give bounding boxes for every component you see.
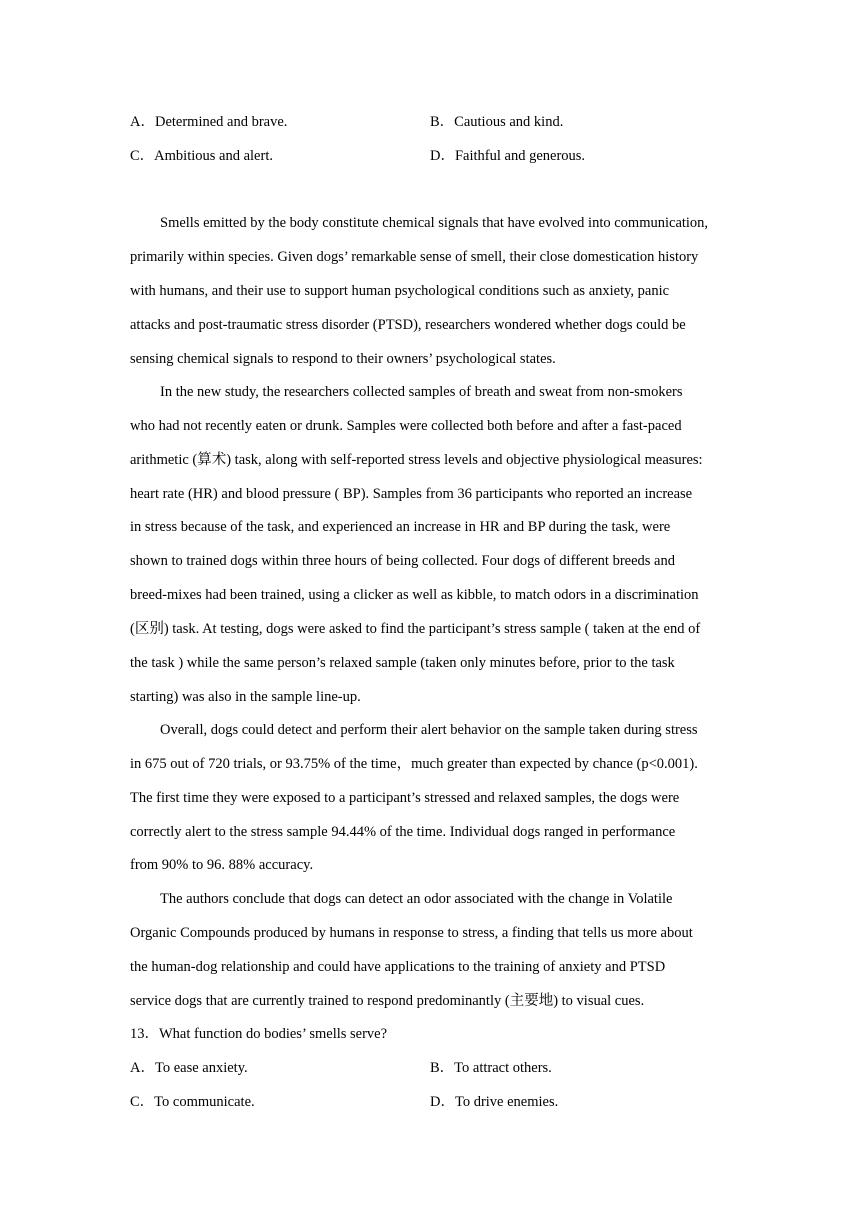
passage-line: breed-mixes had been trained, using a clicker as well as kibble, to match odors in a discrimination: [130, 587, 699, 603]
option-d: D．Faithful and generous.: [430, 148, 586, 164]
passage-line: primarily within species. Given dogs’ remarkable sense of smell, their close domestication history: [130, 249, 699, 265]
passage-line: In the new study, the researchers collected samples of breath and sweat from non-smokers: [160, 384, 683, 400]
passage-line: sensing chemical signals to respond to their owners’ psychological states.: [130, 351, 556, 367]
passage-line: the task ) while the same person’s relaxed sample (taken only minutes before, prior to the task: [130, 655, 675, 671]
option-a: A．Determined and brave.: [130, 114, 288, 130]
passage-line: correctly alert to the stress sample 94.44% of the time. Individual dogs ranged in performance: [130, 824, 676, 840]
passage-line: starting) was also in the sample line-up.: [130, 689, 361, 705]
passage-line: heart rate (HR) and blood pressure ( BP). Samples from 36 participants who reported an increase: [130, 486, 693, 502]
passage-line: with humans, and their use to support human psychological conditions such as anxiety, panic: [130, 283, 670, 299]
passage-line: attacks and post-traumatic stress disorder (PTSD), researchers wondered whether dogs could be: [130, 317, 686, 333]
passage-line: the human-dog relationship and could have applications to the training of anxiety and PTSD: [130, 959, 666, 975]
passage-line: in 675 out of 720 trials, or 93.75% of the time，much greater than expected by chance (p<0.001).: [130, 756, 698, 772]
option-c: C．To communicate.: [130, 1094, 255, 1110]
question-stem: 13．What function do bodies’ smells serve?: [130, 1026, 388, 1042]
passage-line: Organic Compounds produced by humans in response to stress, a finding that tells us more about: [130, 925, 693, 941]
passage-line: shown to trained dogs within three hours of being collected. Four dogs of different breeds and: [130, 553, 675, 569]
option-b: B．To attract others.: [430, 1060, 552, 1076]
passage-line: service dogs that are currently trained to respond predominantly (主要地) to visual cues.: [130, 993, 645, 1009]
passage-line: who had not recently eaten or drunk. Samples were collected both before and after a fast-paced: [130, 418, 682, 434]
passage-line: (区别) task. At testing, dogs were asked to find the participant’s stress sample ( taken at the end of: [130, 621, 701, 637]
passage-line: The authors conclude that dogs can detect an odor associated with the change in Volatile: [160, 891, 673, 907]
option-d: D．To drive enemies.: [430, 1094, 559, 1110]
passage-line: in stress because of the task, and experienced an increase in HR and BP during the task, were: [130, 519, 671, 535]
passage-line: from 90% to 96. 88% accuracy.: [130, 857, 314, 873]
passage-line: Overall, dogs could detect and perform their alert behavior on the sample taken during stress: [160, 722, 698, 738]
option-a: A．To ease anxiety.: [130, 1060, 248, 1076]
passage-line: arithmetic (算术) task, along with self-reported stress levels and objective physiological measures:: [130, 452, 703, 468]
option-c: C．Ambitious and alert.: [130, 148, 273, 164]
passage-line: The first time they were exposed to a participant’s stressed and relaxed samples, the dogs were: [130, 790, 680, 806]
passage-line: Smells emitted by the body constitute chemical signals that have evolved into communication,: [160, 215, 709, 231]
option-b: B．Cautious and kind.: [430, 114, 564, 130]
